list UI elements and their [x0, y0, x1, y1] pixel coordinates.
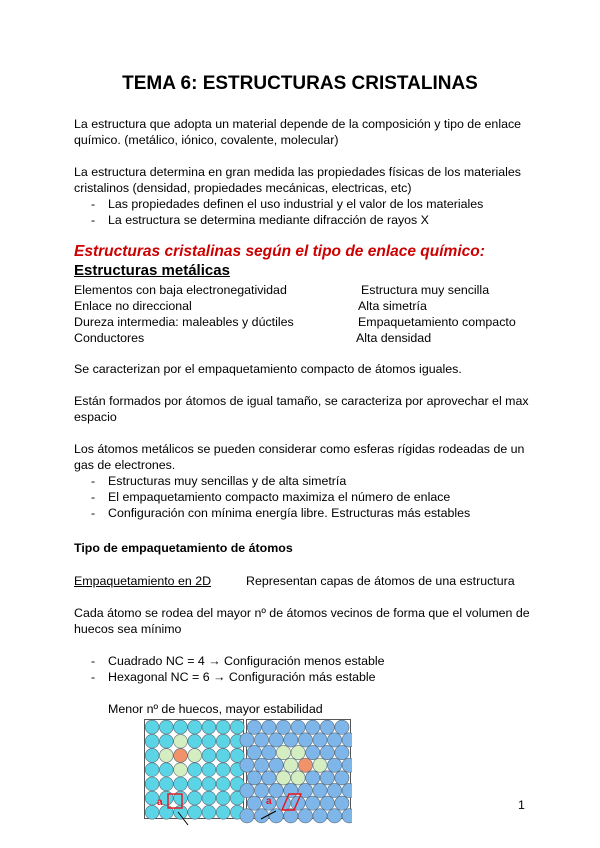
metal-property-left-1: Elementos con baja electronegatividad [74, 283, 287, 297]
atom [262, 771, 276, 785]
intro-paragraph-2-line-2: cristalinos (densidad, propiedades mecánicas, electricas, etc) [74, 181, 412, 195]
atom [216, 734, 230, 748]
page-number: 1 [518, 798, 525, 812]
intro-bullet-1: - Las propiedades definen el uso industrial y el valor de los materiales [91, 197, 484, 211]
hexagonal-cell-label: a [266, 796, 272, 807]
atom [284, 733, 298, 747]
atom [202, 734, 216, 748]
atom [306, 796, 320, 810]
atom [240, 783, 254, 797]
atom [335, 720, 349, 734]
atom [145, 763, 159, 777]
atom [269, 733, 283, 747]
atom [284, 783, 298, 797]
atom [306, 745, 320, 759]
atom [262, 745, 276, 759]
metal-bullet-2: - El empaquetamiento compacto maximiza el número de enlace [91, 490, 451, 504]
packing-diagram [144, 719, 352, 827]
intro-paragraph-2-line-1: La estructura determina en gran medida las propiedades físicas de los materiales [74, 165, 521, 179]
page-title: TEMA 6: ESTRUCTURAS CRISTALINAS [122, 73, 478, 94]
atom [216, 763, 230, 777]
atom [240, 809, 254, 823]
atom [216, 777, 230, 791]
atom [188, 805, 202, 819]
subheading-estructuras-metalicas: Estructuras metálicas [74, 262, 230, 279]
atom [313, 733, 327, 747]
atom [247, 720, 261, 734]
neighbor-atom [159, 749, 173, 763]
atom [174, 777, 188, 791]
neighbor-atom [174, 734, 188, 748]
atom [291, 720, 305, 734]
atom [202, 791, 216, 805]
metal-property-right-4: Alta densidad [356, 331, 432, 345]
packing-bullet-square: - Cuadrado NC = 4 → Configuración menos estable [91, 654, 385, 668]
square-cell-label: a [157, 797, 163, 808]
atom [202, 805, 216, 819]
section-heading-enlace: Estructuras cristalinas según el tipo de enlace químico: [74, 243, 485, 260]
neighbor-atom [276, 745, 290, 759]
atom [145, 777, 159, 791]
atom [335, 745, 349, 759]
paragraph-esferas-line-1: Los átomos metálicos se pueden considerar como esferas rígidas rodeadas de un [74, 442, 525, 456]
atom [320, 796, 334, 810]
atom [255, 733, 269, 747]
atom [240, 733, 254, 747]
atom [202, 720, 216, 734]
intro-bullet-2: - La estructura se determina mediante difracción de rayos X [91, 213, 429, 227]
neighbor-atom [313, 758, 327, 772]
atom [320, 771, 334, 785]
atom [247, 771, 261, 785]
packing-bullet-hexagonal: - Hexagonal NC = 6 → Configuración más estable [91, 670, 376, 684]
neighbor-atom [291, 771, 305, 785]
atom [188, 763, 202, 777]
atom [335, 771, 349, 785]
paragraph-caracterizan: Se caracterizan por el empaquetamiento compacto de átomos iguales. [74, 362, 462, 376]
metal-property-right-2: Alta simetría [358, 299, 427, 313]
subheading-empaquetamiento-2d: Empaquetamiento en 2D [74, 574, 212, 588]
atom [174, 720, 188, 734]
atom [188, 791, 202, 805]
atom [276, 720, 290, 734]
neighbor-atom [276, 771, 290, 785]
paragraph-rodea-line-1: Cada átomo se rodea del mayor nº de átomos vecinos de forma que el volumen de [74, 606, 530, 620]
metal-bullet-1: - Estructuras muy sencillas y de alta simetría [91, 474, 347, 488]
atom [269, 809, 283, 823]
square-packing-panel [145, 720, 245, 820]
atom [216, 805, 230, 819]
atom [202, 777, 216, 791]
paragraph-rodea-line-2: huecos sea mínimo [74, 622, 182, 636]
intro-paragraph-1-line-1: La estructura que adopta un material depende de la composición y tipo de enlace [74, 117, 522, 131]
atom [328, 809, 342, 823]
atom [313, 809, 327, 823]
neighbor-atom [188, 749, 202, 763]
heading-tipo-empaquetamiento: Tipo de empaquetamiento de átomos [74, 541, 293, 555]
neighbor-atom [291, 745, 305, 759]
atom [306, 720, 320, 734]
atom [306, 771, 320, 785]
caption-menor-huecos: Menor nº de huecos, mayor estabilidad [108, 702, 323, 716]
atom [145, 734, 159, 748]
intro-paragraph-1-line-2: químico. (metálico, iónico, covalente, molecular) [74, 133, 339, 147]
paragraph-formados-line-2: espacio [74, 410, 117, 424]
atom [188, 720, 202, 734]
atom [262, 720, 276, 734]
atom [174, 791, 188, 805]
hexagonal-packing-panel [240, 720, 352, 823]
atom [247, 796, 261, 810]
neighbor-atom [284, 758, 298, 772]
center-atom [298, 758, 312, 772]
atom [202, 763, 216, 777]
atom [328, 783, 342, 797]
atom [216, 720, 230, 734]
atom [313, 783, 327, 797]
atom [159, 720, 173, 734]
atom [145, 749, 159, 763]
atom [159, 734, 173, 748]
atom [291, 796, 305, 810]
atom [335, 796, 349, 810]
atom [188, 734, 202, 748]
atom [216, 749, 230, 763]
metal-property-left-4: Conductores [74, 331, 145, 345]
metal-property-left-2: Enlace no direccional [74, 299, 192, 313]
metal-property-right-1: Estructura muy sencilla [361, 283, 490, 297]
atom [269, 758, 283, 772]
center-atom [174, 749, 188, 763]
atom [159, 763, 173, 777]
metal-property-right-3: Empaquetamiento compacto [358, 315, 516, 329]
metal-bullet-3: - Configuración con mínima energía libre. Estructuras más estables [91, 506, 471, 520]
atom [188, 777, 202, 791]
atom [255, 758, 269, 772]
atom [320, 745, 334, 759]
empaquetamiento-2d-description: Representan capas de átomos de una estructura [246, 574, 515, 588]
atom [145, 720, 159, 734]
atom [247, 745, 261, 759]
metal-property-left-3: Dureza intermedia: maleables y dúctiles [74, 315, 294, 329]
atom [159, 777, 173, 791]
atom [328, 758, 342, 772]
atom [230, 720, 244, 734]
atom [284, 809, 298, 823]
paragraph-formados-line-1: Están formados por átomos de igual tamaño, se caracteriza por aprovechar el max [74, 394, 529, 408]
atom [298, 733, 312, 747]
atom [328, 733, 342, 747]
atom [320, 720, 334, 734]
atom [240, 758, 254, 772]
atom [298, 809, 312, 823]
neighbor-atom [174, 763, 188, 777]
atom [202, 749, 216, 763]
atom [216, 791, 230, 805]
paragraph-esferas-line-2: gas de electrones. [74, 458, 176, 472]
